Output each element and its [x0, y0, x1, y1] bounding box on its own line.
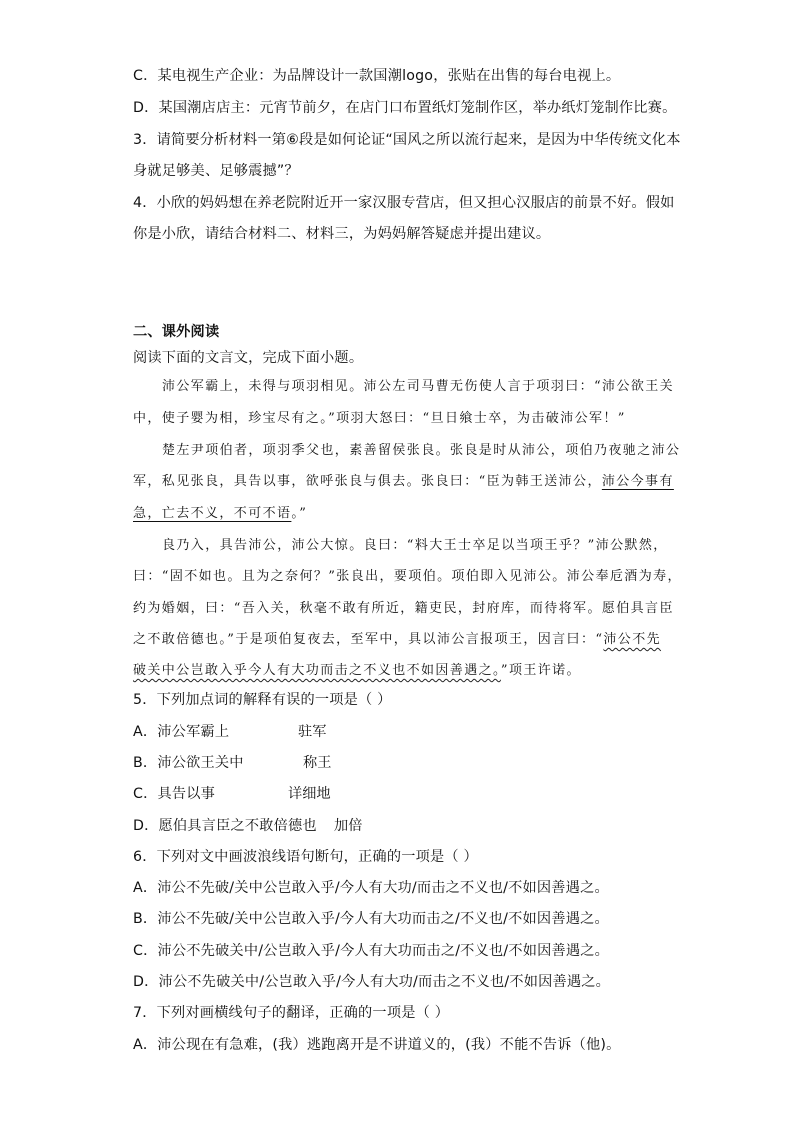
- question-4-line-2: 你是小欣，请结合材料二、材料三，为妈妈解答疑虑并提出建议。: [133, 226, 551, 242]
- passage-text: 军，私见张良，具告以事，欲呼张良与俱去。张良曰：“臣为韩王送沛公，: [133, 474, 602, 489]
- passage-line: 中，使子婴为相，珍宝尽有之。”项羽大怒曰：“旦日飨士卒，为击破沛公军！”: [133, 411, 626, 426]
- wavy-underlined-sentence: 沛公不先: [603, 632, 662, 647]
- question-3-line-1: 3．请简要分析材料一第⑥段是如何论证“国风之所以流行起来，是因为中华传统文化本: [133, 132, 681, 148]
- question-3-line-2: 身就足够美、足够震撼”？: [133, 163, 299, 179]
- section-instruction: 阅读下面的文言文，完成下面小题。: [133, 350, 364, 366]
- q5-option-d: D．愿伯具言臣之不敢倍德也: [133, 818, 317, 834]
- q6-option-c: C．沛公不先破关中/公岂敢入乎/今人有大功而击之/不义也/不如因善遇之。: [133, 943, 610, 959]
- passage-line: [133, 661, 581, 681]
- passage-line: 沛公军霸上，未得与项羽相见。沛公左司马曹无伤使人言于项羽曰：“沛公欲王关: [162, 379, 675, 394]
- underlined-sentence: 急，亡去不义，不可不语: [133, 506, 292, 521]
- q5-option-b-meaning: 称王: [303, 755, 332, 771]
- q5-option-a-meaning: 驻军: [298, 724, 327, 740]
- passage-line: 楚左尹项伯者，项羽季父也，素善留侯张良。张良是时从沛公，项伯乃夜驰之沛公: [162, 443, 681, 458]
- passage-line: [133, 504, 307, 524]
- passage-text: 。”: [291, 506, 308, 521]
- passage-line: 良乃入，具告沛公，沛公大惊。良曰：“料大王士卒足以当项王乎？”沛公默然，: [162, 538, 668, 553]
- q5-option-c: C．具告以事: [133, 786, 216, 802]
- passage-line: [133, 630, 661, 650]
- question-6-stem: 6．下列对文中画波浪线语句断句，正确的一项是（ ）: [133, 849, 478, 865]
- section-title: 二、课外阅读: [133, 324, 220, 340]
- option-c: C．某电视生产企业：为品牌设计一款国潮logo，张贴在出售的每台电视上。: [133, 68, 621, 84]
- q5-option-d-meaning: 加倍: [334, 818, 363, 834]
- passage-line: 约为婚姻，曰：“吾入关，秋毫不敢有所近，籍吏民，封府库，而待将军。愿伯具言臣: [133, 601, 674, 616]
- passage-text: ”项王许诺。: [500, 663, 581, 678]
- q5-option-b: B．沛公欲王关中: [133, 755, 244, 771]
- question-5-stem: 5．下列加点词的解释有误的一项是（ ）: [133, 692, 392, 708]
- passage-line: 曰：“固不如也。且为之奈何？”张良出，要项伯。项伯即入见沛公。沛公奉卮酒为寿，: [133, 569, 682, 584]
- option-d: D．某国潮店店主：元宵节前夕，在店门口布置纸灯笼制作区，举办纸灯笼制作比赛。: [133, 100, 677, 116]
- question-4-line-1: 4．小欣的妈妈想在养老院附近开一家汉服专营店，但又担心汉服店的前景不好。假如: [133, 195, 675, 211]
- q5-option-c-meaning: 详细地: [288, 786, 331, 802]
- wavy-underlined-sentence: 破关中公岂敢入乎今人有大功而击之不义也不如因善遇之。: [133, 663, 501, 678]
- passage-line: [133, 472, 674, 492]
- q6-option-d: D．沛公不先破关中/公岂敢入乎/今人有大功/而击之不义也/不如因善遇之。: [133, 974, 611, 990]
- q5-option-a: A．沛公军霸上: [133, 724, 230, 740]
- underlined-sentence: 沛公今事有: [601, 474, 674, 489]
- q6-option-b: B．沛公不先破/关中公岂敢入乎/今人有大功而击之/不义也/不如因善遇之。: [133, 911, 609, 927]
- q6-option-a: A．沛公不先破/关中公岂敢入乎/今人有大功/而击之不义也/不如因善遇之。: [133, 880, 609, 896]
- question-7-stem: 7．下列对画横线句子的翻译，正确的一项是（ ）: [133, 1005, 450, 1021]
- passage-text: 之不敢倍德也。”于是项伯复夜去，至军中，具以沛公言报项王，因言曰：“: [133, 632, 604, 647]
- q7-option-a: A．沛公现在有急难，(我）逃跑离开是不讲道义的，(我）不能不告诉（他)。: [133, 1037, 621, 1053]
